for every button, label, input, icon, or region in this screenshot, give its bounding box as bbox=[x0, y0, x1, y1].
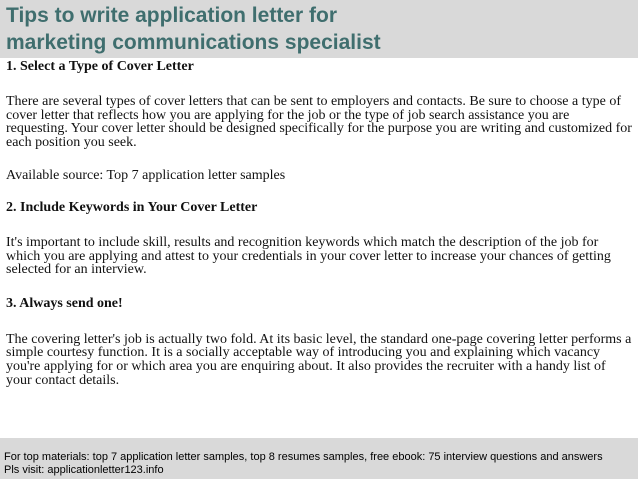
title-bar bbox=[0, 0, 638, 58]
section-2-heading: 2. Include Keywords in Your Cover Letter bbox=[6, 199, 258, 215]
footer-bar bbox=[0, 438, 638, 479]
footer-line-2: Pls visit: applicationletter123.info bbox=[4, 464, 164, 476]
section-1-heading: 1. Select a Type of Cover Letter bbox=[6, 59, 194, 74]
footer-line-1: For top materials: top 7 application letter samples, top 8 resumes samples, free ebook: 75 interview questions and answers bbox=[4, 451, 603, 463]
section-1-source: Available source: Top 7 application letter samples bbox=[6, 168, 286, 184]
section-3-heading: 3. Always send one! bbox=[6, 295, 123, 311]
section-1-paragraph: There are several types of cover letters that can be sent to employers and contacts. Be sure to choose a type of cover letter that reflects how you are applying for the job or the type of job search assistance you are requesting. Your cover letter should be designed specifically for the purpose you are writing and customized for each position you seek. bbox=[6, 94, 632, 150]
title-line-1: Tips to write application letter for bbox=[6, 4, 337, 27]
title-line-2: marketing communications specialist bbox=[6, 31, 381, 54]
page-title bbox=[0, 0, 638, 56]
article-body bbox=[6, 58, 632, 387]
section-3-paragraph: The covering letter's job is actually two fold. At its basic level, the standard one-page covering letter performs a simple courtesy function. It is a socially acceptable way of introducing you and explaining which vacancy you're applying for or which area you are enquiring about. It also provides the recruiter with a handy list of your contact details. bbox=[6, 331, 632, 388]
section-2-paragraph: It's important to include skill, results and recognition keywords which match the description of the job for which you are applying and attest to your credentials in your cover letter to increase your chances of getting selected for an interview. bbox=[6, 234, 611, 278]
